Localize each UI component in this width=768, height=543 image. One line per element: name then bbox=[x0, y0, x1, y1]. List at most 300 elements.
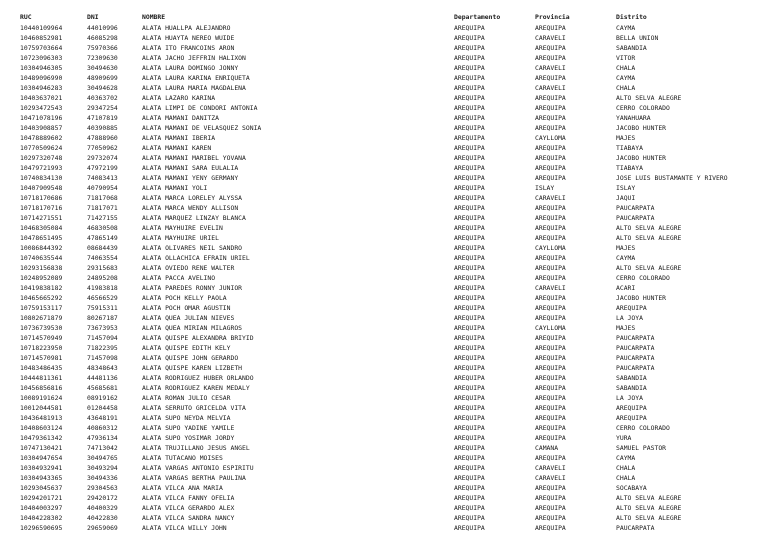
nombre-cell: ALATA MAMANI YOLI bbox=[142, 184, 208, 192]
provincia-cell: AREQUIPA bbox=[535, 334, 566, 342]
dni-cell: 71822395 bbox=[87, 344, 118, 352]
ruc-cell: 10478651495 bbox=[20, 234, 63, 242]
dni-cell: 80267187 bbox=[87, 314, 118, 322]
dni-cell: 77050962 bbox=[87, 144, 118, 152]
provincia-cell: AREQUIPA bbox=[535, 294, 566, 302]
provincia-cell: AREQUIPA bbox=[535, 144, 566, 152]
departamento-cell: AREQUIPA bbox=[454, 524, 485, 532]
table-row bbox=[0, 443, 768, 453]
departamento-cell: AREQUIPA bbox=[454, 194, 485, 202]
nombre-cell: ALATA MAMANI DANITZA bbox=[142, 114, 219, 122]
ruc-cell: 10759153117 bbox=[20, 304, 63, 312]
nombre-cell: ALATA ROMAN JULIO CESAR bbox=[142, 394, 231, 402]
distrito-cell: ALTO SELVA ALEGRE bbox=[616, 94, 682, 102]
header-row bbox=[0, 12, 768, 23]
ruc-cell: 10465665292 bbox=[20, 294, 63, 302]
distrito-cell: YURA bbox=[616, 434, 632, 442]
dni-cell: 08919162 bbox=[87, 394, 118, 402]
nombre-cell: ALATA VARGAS BERTHA PAULINA bbox=[142, 474, 246, 482]
departamento-cell: AREQUIPA bbox=[454, 74, 485, 82]
provincia-cell: AREQUIPA bbox=[535, 414, 566, 422]
distrito-cell: AREQUIPA bbox=[616, 414, 647, 422]
ruc-cell: 10248952089 bbox=[20, 274, 63, 282]
provincia-cell: AREQUIPA bbox=[535, 124, 566, 132]
nombre-cell: ALATA OVIEDO RENE WALTER bbox=[142, 264, 235, 272]
nombre-cell: ALATA MAMANI DE VELASQUEZ SONIA bbox=[142, 124, 262, 132]
distrito-cell: PAUCARPATA bbox=[616, 364, 655, 372]
distrito-cell: PAUCARPATA bbox=[616, 524, 655, 532]
distrito-cell: JACOBO HUNTER bbox=[616, 294, 667, 302]
nombre-cell: ALATA RODRIGUEZ KAREN MEDALY bbox=[142, 384, 250, 392]
distrito-cell: SABANDIA bbox=[616, 44, 647, 52]
table-row bbox=[0, 473, 768, 483]
provincia-cell: CARAVELI bbox=[535, 284, 566, 292]
ruc-cell: 10012044581 bbox=[20, 404, 63, 412]
table-row bbox=[0, 143, 768, 153]
dni-cell: 30493294 bbox=[87, 464, 118, 472]
distrito-cell: BELLA UNION bbox=[616, 34, 659, 42]
departamento-cell: AREQUIPA bbox=[454, 444, 485, 452]
distrito-cell: VITOR bbox=[616, 54, 636, 62]
departamento-cell: AREQUIPA bbox=[454, 34, 485, 42]
registry-table bbox=[0, 12, 768, 533]
table-row bbox=[0, 23, 768, 33]
nombre-cell: ALATA ITO FRANCOINS ARON bbox=[142, 44, 235, 52]
ruc-cell: 10408603124 bbox=[20, 424, 63, 432]
ruc-cell: 10736739530 bbox=[20, 324, 63, 332]
table-row bbox=[0, 343, 768, 353]
dni-cell: 74083413 bbox=[87, 174, 118, 182]
table-row bbox=[0, 233, 768, 243]
distrito-cell: LA JOYA bbox=[616, 394, 643, 402]
ruc-cell: 10293045637 bbox=[20, 484, 63, 492]
ruc-cell: 10747130421 bbox=[20, 444, 63, 452]
ruc-cell: 10770509624 bbox=[20, 144, 63, 152]
departamento-cell: AREQUIPA bbox=[454, 124, 485, 132]
provincia-cell: AREQUIPA bbox=[535, 384, 566, 392]
dni-cell: 30494765 bbox=[87, 454, 118, 462]
distrito-cell: ALTO SELVA ALEGRE bbox=[616, 264, 682, 272]
departamento-cell: AREQUIPA bbox=[454, 434, 485, 442]
provincia-cell: AREQUIPA bbox=[535, 114, 566, 122]
table-row bbox=[0, 393, 768, 403]
provincia-cell: AREQUIPA bbox=[535, 104, 566, 112]
table-row bbox=[0, 303, 768, 313]
table-row bbox=[0, 183, 768, 193]
dni-cell: 29315683 bbox=[87, 264, 118, 272]
table-row bbox=[0, 33, 768, 43]
dni-cell: 47936134 bbox=[87, 434, 118, 442]
departamento-cell: AREQUIPA bbox=[454, 254, 485, 262]
dni-cell: 29304563 bbox=[87, 484, 118, 492]
departamento-cell: AREQUIPA bbox=[454, 494, 485, 502]
dni-cell: 29659069 bbox=[87, 524, 118, 532]
dni-cell: 29732074 bbox=[87, 154, 118, 162]
nombre-cell: ALATA JACHO JEFFRIN HALIXON bbox=[142, 54, 246, 62]
provincia-cell: CARAVELI bbox=[535, 84, 566, 92]
table-row bbox=[0, 133, 768, 143]
provincia-cell: AREQUIPA bbox=[535, 394, 566, 402]
provincia-cell: AREQUIPA bbox=[535, 524, 566, 532]
ruc-cell: 10460852981 bbox=[20, 34, 63, 42]
table-row bbox=[0, 483, 768, 493]
ruc-cell: 10304946283 bbox=[20, 84, 63, 92]
ruc-cell: 10740834130 bbox=[20, 174, 63, 182]
table-row bbox=[0, 353, 768, 363]
provincia-cell: AREQUIPA bbox=[535, 434, 566, 442]
ruc-cell: 10456856816 bbox=[20, 384, 63, 392]
departamento-cell: AREQUIPA bbox=[454, 234, 485, 242]
ruc-cell: 10802671879 bbox=[20, 314, 63, 322]
nombre-cell: ALATA QUEA MIRIAN MILAGROS bbox=[142, 324, 243, 332]
departamento-cell: AREQUIPA bbox=[454, 354, 485, 362]
ruc-cell: 10479361342 bbox=[20, 434, 63, 442]
distrito-cell: JOSE LUIS BUSTAMANTE Y RIVERO bbox=[616, 174, 728, 182]
table-row bbox=[0, 123, 768, 133]
departamento-cell: AREQUIPA bbox=[454, 144, 485, 152]
provincia-cell: AREQUIPA bbox=[535, 214, 566, 222]
dni-cell: 40860312 bbox=[87, 424, 118, 432]
provincia-cell: AREQUIPA bbox=[535, 374, 566, 382]
ruc-cell: 10479721993 bbox=[20, 164, 63, 172]
dni-cell: 44481136 bbox=[87, 374, 118, 382]
table-row bbox=[0, 103, 768, 113]
dni-cell: 45685681 bbox=[87, 384, 118, 392]
provincia-cell: CAMANA bbox=[535, 444, 559, 452]
distrito-cell: MAJES bbox=[616, 134, 636, 142]
table-row bbox=[0, 163, 768, 173]
ruc-cell: 10759703664 bbox=[20, 44, 63, 52]
header-dni: DNI bbox=[87, 13, 99, 21]
nombre-cell: ALATA LAURA KARINA ENRIQUETA bbox=[142, 74, 250, 82]
ruc-cell: 10089191624 bbox=[20, 394, 63, 402]
provincia-cell: AREQUIPA bbox=[535, 364, 566, 372]
table-row bbox=[0, 203, 768, 213]
departamento-cell: AREQUIPA bbox=[454, 204, 485, 212]
departamento-cell: AREQUIPA bbox=[454, 84, 485, 92]
provincia-cell: CARAVELI bbox=[535, 194, 566, 202]
distrito-cell: JACOBO HUNTER bbox=[616, 124, 667, 132]
table-row bbox=[0, 63, 768, 73]
nombre-cell: ALATA MAMANI YENY GERMANY bbox=[142, 174, 239, 182]
table-row bbox=[0, 263, 768, 273]
ruc-cell: 10444811361 bbox=[20, 374, 63, 382]
nombre-cell: ALATA VILCA ANA MARIA bbox=[142, 484, 223, 492]
departamento-cell: AREQUIPA bbox=[454, 484, 485, 492]
table-row bbox=[0, 493, 768, 503]
table-row bbox=[0, 363, 768, 373]
nombre-cell: ALATA LAZARO KARINA bbox=[142, 94, 216, 102]
dni-cell: 40400329 bbox=[87, 504, 118, 512]
distrito-cell: CAYMA bbox=[616, 24, 636, 32]
departamento-cell: AREQUIPA bbox=[454, 214, 485, 222]
distrito-cell: ALTO SELVA ALEGRE bbox=[616, 224, 682, 232]
departamento-cell: AREQUIPA bbox=[454, 424, 485, 432]
nombre-cell: ALATA TRUJILLANO JESUS ANGEL bbox=[142, 444, 250, 452]
nombre-cell: ALATA MARQUEZ LINZAY BLANCA bbox=[142, 214, 246, 222]
departamento-cell: AREQUIPA bbox=[454, 414, 485, 422]
header-departamento: Departamento bbox=[454, 13, 501, 21]
provincia-cell: AREQUIPA bbox=[535, 504, 566, 512]
dni-cell: 73673953 bbox=[87, 324, 118, 332]
header-nombre: NOMBRE bbox=[142, 13, 166, 21]
nombre-cell: ALATA MAMANI MARIBEL YOVANA bbox=[142, 154, 246, 162]
table-row bbox=[0, 153, 768, 163]
departamento-cell: AREQUIPA bbox=[454, 334, 485, 342]
distrito-cell: CAYMA bbox=[616, 254, 636, 262]
dni-cell: 30494630 bbox=[87, 64, 118, 72]
distrito-cell: MAJES bbox=[616, 324, 636, 332]
provincia-cell: CAYLLOMA bbox=[535, 324, 566, 332]
departamento-cell: AREQUIPA bbox=[454, 394, 485, 402]
departamento-cell: AREQUIPA bbox=[454, 264, 485, 272]
nombre-cell: ALATA QUISPE ALEXANDRA BRIYID bbox=[142, 334, 254, 342]
distrito-cell: CHALA bbox=[616, 64, 636, 72]
provincia-cell: AREQUIPA bbox=[535, 264, 566, 272]
dni-cell: 43648191 bbox=[87, 414, 118, 422]
nombre-cell: ALATA RODRIGUEZ HUBER ORLANDO bbox=[142, 374, 254, 382]
departamento-cell: AREQUIPA bbox=[454, 294, 485, 302]
table-row bbox=[0, 463, 768, 473]
dni-cell: 72309630 bbox=[87, 54, 118, 62]
ruc-cell: 10718223950 bbox=[20, 344, 63, 352]
distrito-cell: LA JOYA bbox=[616, 314, 643, 322]
provincia-cell: AREQUIPA bbox=[535, 164, 566, 172]
nombre-cell: ALATA MAMANI IBERIA bbox=[142, 134, 216, 142]
departamento-cell: AREQUIPA bbox=[454, 64, 485, 72]
departamento-cell: AREQUIPA bbox=[454, 174, 485, 182]
table-row bbox=[0, 513, 768, 523]
ruc-cell: 10419838182 bbox=[20, 284, 63, 292]
table-row bbox=[0, 293, 768, 303]
dni-cell: 08684439 bbox=[87, 244, 118, 252]
nombre-cell: ALATA OLLACHICA EFRAIN URIEL bbox=[142, 254, 250, 262]
distrito-cell: MAJES bbox=[616, 244, 636, 252]
table-body bbox=[0, 23, 768, 533]
header-distrito: Distrito bbox=[616, 13, 647, 21]
ruc-cell: 10086844392 bbox=[20, 244, 63, 252]
provincia-cell: AREQUIPA bbox=[535, 484, 566, 492]
provincia-cell: CARAVELI bbox=[535, 464, 566, 472]
departamento-cell: AREQUIPA bbox=[454, 224, 485, 232]
ruc-cell: 10718170686 bbox=[20, 194, 63, 202]
table-row bbox=[0, 253, 768, 263]
nombre-cell: ALATA MAYHUIRE URIEL bbox=[142, 234, 219, 242]
table-row bbox=[0, 273, 768, 283]
dni-cell: 48909699 bbox=[87, 74, 118, 82]
table-row bbox=[0, 173, 768, 183]
table-row bbox=[0, 283, 768, 293]
dni-cell: 71457094 bbox=[87, 334, 118, 342]
departamento-cell: AREQUIPA bbox=[454, 44, 485, 52]
provincia-cell: AREQUIPA bbox=[535, 304, 566, 312]
nombre-cell: ALATA MARCA WENDY ALLISON bbox=[142, 204, 239, 212]
ruc-cell: 10740635544 bbox=[20, 254, 63, 262]
table-row bbox=[0, 73, 768, 83]
dni-cell: 74713042 bbox=[87, 444, 118, 452]
nombre-cell: ALATA PAREDES RONNY JUNIOR bbox=[142, 284, 243, 292]
dni-cell: 71817068 bbox=[87, 194, 118, 202]
departamento-cell: AREQUIPA bbox=[454, 364, 485, 372]
provincia-cell: AREQUIPA bbox=[535, 404, 566, 412]
table-row bbox=[0, 423, 768, 433]
nombre-cell: ALATA QUISPE KAREN LIZBETH bbox=[142, 364, 243, 372]
nombre-cell: ALATA TUTACANO MOISES bbox=[142, 454, 223, 462]
distrito-cell: SABANDIA bbox=[616, 374, 647, 382]
ruc-cell: 10404003297 bbox=[20, 504, 63, 512]
table-row bbox=[0, 113, 768, 123]
provincia-cell: AREQUIPA bbox=[535, 44, 566, 52]
ruc-cell: 10403908857 bbox=[20, 124, 63, 132]
table-row bbox=[0, 223, 768, 233]
table-row bbox=[0, 333, 768, 343]
distrito-cell: PAUCARPATA bbox=[616, 354, 655, 362]
departamento-cell: AREQUIPA bbox=[454, 24, 485, 32]
distrito-cell: PAUCARPATA bbox=[616, 204, 655, 212]
ruc-cell: 10304932941 bbox=[20, 464, 63, 472]
table-row bbox=[0, 503, 768, 513]
table-row bbox=[0, 373, 768, 383]
departamento-cell: AREQUIPA bbox=[454, 344, 485, 352]
nombre-cell: ALATA SERRUTO GRICELDA VITA bbox=[142, 404, 246, 412]
nombre-cell: ALATA VILCA FANNY OFELIA bbox=[142, 494, 235, 502]
distrito-cell: TIABAYA bbox=[616, 164, 643, 172]
distrito-cell: PAUCARPATA bbox=[616, 344, 655, 352]
nombre-cell: ALATA VARGAS ANTONIO ESPIRITU bbox=[142, 464, 254, 472]
ruc-cell: 10478889602 bbox=[20, 134, 63, 142]
provincia-cell: AREQUIPA bbox=[535, 94, 566, 102]
table-row bbox=[0, 453, 768, 463]
distrito-cell: SAMUEL PASTOR bbox=[616, 444, 667, 452]
ruc-cell: 10297320748 bbox=[20, 154, 63, 162]
nombre-cell: ALATA MAMANI KAREN bbox=[142, 144, 212, 152]
provincia-cell: AREQUIPA bbox=[535, 424, 566, 432]
dni-cell: 41983818 bbox=[87, 284, 118, 292]
dni-cell: 30494336 bbox=[87, 474, 118, 482]
nombre-cell: ALATA QUISPE EDITH KELY bbox=[142, 344, 231, 352]
ruc-cell: 10483486435 bbox=[20, 364, 63, 372]
distrito-cell: AREQUIPA bbox=[616, 404, 647, 412]
departamento-cell: AREQUIPA bbox=[454, 114, 485, 122]
dni-cell: 40390885 bbox=[87, 124, 118, 132]
provincia-cell: AREQUIPA bbox=[535, 174, 566, 182]
provincia-cell: CARAVELI bbox=[535, 474, 566, 482]
provincia-cell: CAYLLOMA bbox=[535, 134, 566, 142]
nombre-cell: ALATA OLIVARES NEIL SANDRO bbox=[142, 244, 243, 252]
ruc-cell: 10436481913 bbox=[20, 414, 63, 422]
dni-cell: 40790954 bbox=[87, 184, 118, 192]
ruc-cell: 10304947654 bbox=[20, 454, 63, 462]
dni-cell: 40363702 bbox=[87, 94, 118, 102]
dni-cell: 47865149 bbox=[87, 234, 118, 242]
ruc-cell: 10296590695 bbox=[20, 524, 63, 532]
nombre-cell: ALATA QUEA JULIAN NIEVES bbox=[142, 314, 235, 322]
dni-cell: 01204458 bbox=[87, 404, 118, 412]
dni-cell: 47972199 bbox=[87, 164, 118, 172]
ruc-cell: 10714271551 bbox=[20, 214, 63, 222]
dni-cell: 71427155 bbox=[87, 214, 118, 222]
distrito-cell: PAUCARPATA bbox=[616, 334, 655, 342]
ruc-cell: 10714570949 bbox=[20, 334, 63, 342]
departamento-cell: AREQUIPA bbox=[454, 164, 485, 172]
provincia-cell: AREQUIPA bbox=[535, 204, 566, 212]
ruc-cell: 10718170716 bbox=[20, 204, 63, 212]
table-row bbox=[0, 323, 768, 333]
ruc-cell: 10468305084 bbox=[20, 224, 63, 232]
provincia-cell: CARAVELI bbox=[535, 34, 566, 42]
provincia-cell: AREQUIPA bbox=[535, 354, 566, 362]
distrito-cell: ACARI bbox=[616, 284, 636, 292]
nombre-cell: ALATA QUISPE JOHN GERARDO bbox=[142, 354, 239, 362]
provincia-cell: AREQUIPA bbox=[535, 494, 566, 502]
distrito-cell: SABANDIA bbox=[616, 384, 647, 392]
ruc-cell: 10714570981 bbox=[20, 354, 63, 362]
nombre-cell: ALATA MAYHUIRE EVELIN bbox=[142, 224, 223, 232]
provincia-cell: AREQUIPA bbox=[535, 454, 566, 462]
distrito-cell: JAQUI bbox=[616, 194, 636, 202]
departamento-cell: AREQUIPA bbox=[454, 274, 485, 282]
departamento-cell: AREQUIPA bbox=[454, 464, 485, 472]
provincia-cell: AREQUIPA bbox=[535, 514, 566, 522]
distrito-cell: ISLAY bbox=[616, 184, 636, 192]
nombre-cell: ALATA VILCA GERARDO ALEX bbox=[142, 504, 235, 512]
header-ruc: RUC bbox=[20, 13, 32, 21]
departamento-cell: AREQUIPA bbox=[454, 384, 485, 392]
distrito-cell: CERRO COLORADO bbox=[616, 104, 670, 112]
ruc-cell: 10440109964 bbox=[20, 24, 63, 32]
provincia-cell: AREQUIPA bbox=[535, 254, 566, 262]
table-row bbox=[0, 403, 768, 413]
ruc-cell: 10471078196 bbox=[20, 114, 63, 122]
departamento-cell: AREQUIPA bbox=[454, 104, 485, 112]
ruc-cell: 10403637021 bbox=[20, 94, 63, 102]
departamento-cell: AREQUIPA bbox=[454, 284, 485, 292]
dni-cell: 40422830 bbox=[87, 514, 118, 522]
dni-cell: 46566529 bbox=[87, 294, 118, 302]
dni-cell: 74063554 bbox=[87, 254, 118, 262]
ruc-cell: 10407909548 bbox=[20, 184, 63, 192]
departamento-cell: AREQUIPA bbox=[454, 474, 485, 482]
dni-cell: 75915311 bbox=[87, 304, 118, 312]
departamento-cell: AREQUIPA bbox=[454, 134, 485, 142]
departamento-cell: AREQUIPA bbox=[454, 94, 485, 102]
distrito-cell: CHALA bbox=[616, 84, 636, 92]
dni-cell: 48348643 bbox=[87, 364, 118, 372]
ruc-cell: 10293472543 bbox=[20, 104, 63, 112]
nombre-cell: ALATA VILCA WILLY JOHN bbox=[142, 524, 227, 532]
nombre-cell: ALATA MAMANI SARA EULALIA bbox=[142, 164, 239, 172]
ruc-cell: 10294201721 bbox=[20, 494, 63, 502]
dni-cell: 24895208 bbox=[87, 274, 118, 282]
ruc-cell: 10404228302 bbox=[20, 514, 63, 522]
distrito-cell: AREQUIPA bbox=[616, 304, 647, 312]
dni-cell: 46830508 bbox=[87, 224, 118, 232]
dni-cell: 29420172 bbox=[87, 494, 118, 502]
table-row bbox=[0, 313, 768, 323]
distrito-cell: PAUCARPATA bbox=[616, 214, 655, 222]
nombre-cell: ALATA LIMPI DE CONDORI ANTONIA bbox=[142, 104, 258, 112]
table-row bbox=[0, 243, 768, 253]
provincia-cell: AREQUIPA bbox=[535, 344, 566, 352]
provincia-cell: AREQUIPA bbox=[535, 54, 566, 62]
table-row bbox=[0, 413, 768, 423]
provincia-cell: AREQUIPA bbox=[535, 274, 566, 282]
nombre-cell: ALATA SUPO YOSIMAR JORDY bbox=[142, 434, 235, 442]
distrito-cell: JACOBO HUNTER bbox=[616, 154, 667, 162]
ruc-cell: 10304943365 bbox=[20, 474, 63, 482]
dni-cell: 30494628 bbox=[87, 84, 118, 92]
provincia-cell: CAYLLOMA bbox=[535, 244, 566, 252]
